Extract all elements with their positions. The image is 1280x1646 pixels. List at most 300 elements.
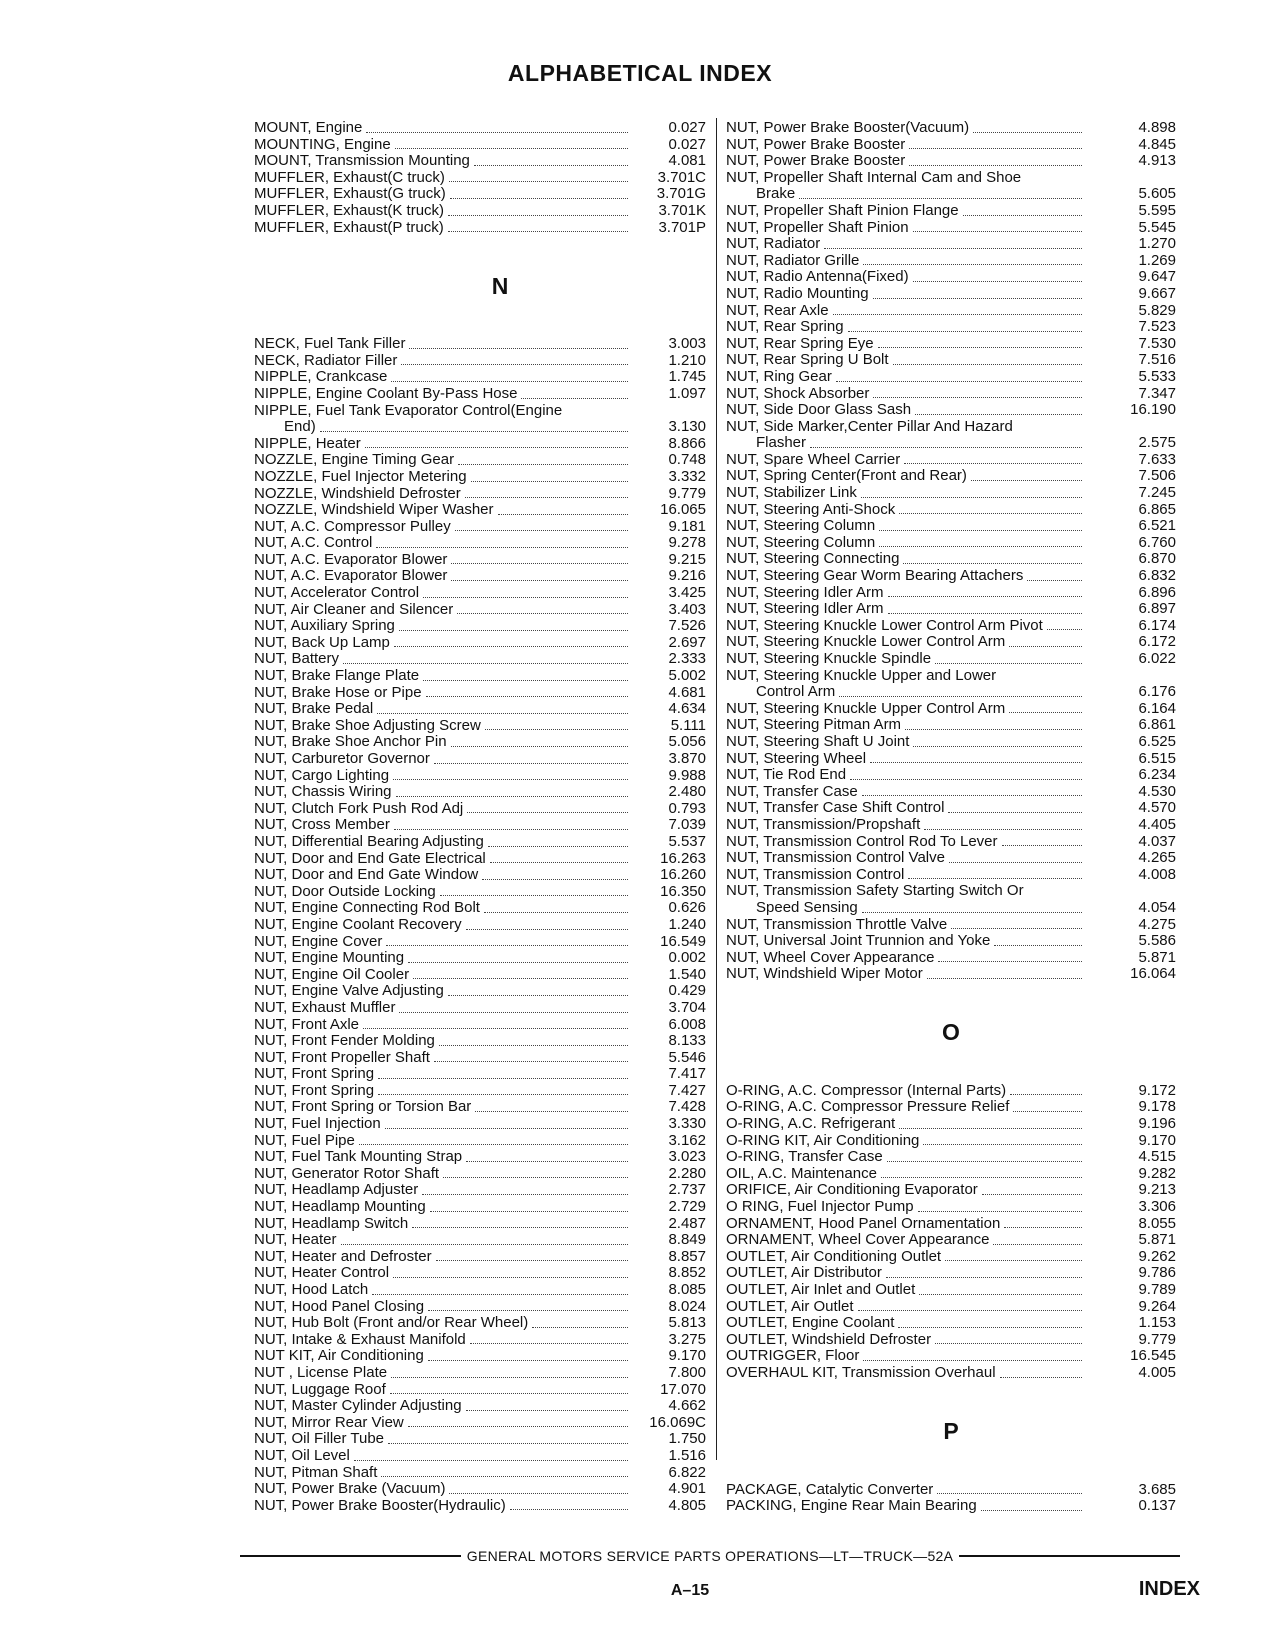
entry-name: NUT, Steering Knuckle Spindle xyxy=(726,650,932,667)
dot-leader xyxy=(359,1144,628,1145)
index-entry xyxy=(726,1216,1176,1233)
entry-name: OUTLET, Air Distributor xyxy=(726,1264,882,1282)
dot-leader xyxy=(909,165,1082,166)
entry-name: NUT, Door and End Gate Window xyxy=(254,866,479,884)
dot-leader xyxy=(451,563,628,564)
index-entry xyxy=(726,701,1176,718)
index-entry xyxy=(726,1166,1176,1183)
entry-page-ref: 6.022 xyxy=(1138,650,1176,667)
index-entry xyxy=(726,485,1176,502)
entry-page-ref: 3.403 xyxy=(668,600,706,618)
index-entry xyxy=(726,419,1176,436)
entry-name: NUT, Side Marker,Center Pillar And Hazard xyxy=(726,417,1013,435)
entry-name: NUT, Power Brake (Vacuum) xyxy=(254,1480,446,1498)
entry-name: OUTLET, Air Inlet and Outlet xyxy=(726,1281,916,1298)
index-entry xyxy=(726,203,1176,220)
entry-name: NUT, Mirror Rear View xyxy=(254,1413,404,1431)
entry-name: NUT, Tie Rod End xyxy=(726,766,847,784)
entry-name: NECK, Radiator Filler xyxy=(254,351,398,369)
entry-name: OUTLET, Air Outlet xyxy=(726,1297,854,1315)
entry-name: Speed Sensing xyxy=(756,898,858,916)
entry-page-ref: 8.085 xyxy=(668,1281,706,1298)
index-entry xyxy=(726,153,1176,170)
index-entry xyxy=(726,668,1176,685)
entry-name: NUT, Door Outside Locking xyxy=(254,882,436,900)
index-entry xyxy=(726,1265,1176,1282)
entry-name: NUT, Propeller Shaft Internal Cam and Shoe xyxy=(726,168,1022,186)
index-entry xyxy=(254,685,706,702)
index-entry xyxy=(254,120,706,137)
dot-leader xyxy=(994,945,1082,946)
entry-page-ref: 4.901 xyxy=(668,1480,706,1498)
index-entry xyxy=(726,568,1176,585)
footer-text: GENERAL MOTORS SERVICE PARTS OPERATIONS—LT—TRUCK—52A xyxy=(466,1548,954,1564)
dot-leader xyxy=(532,1327,628,1328)
dot-leader xyxy=(455,530,628,531)
dot-leader xyxy=(378,1094,628,1095)
dot-leader xyxy=(898,1327,1082,1328)
dot-leader xyxy=(412,1227,628,1228)
dot-leader xyxy=(887,1161,1082,1162)
entry-name: NUT, Engine Cover xyxy=(254,932,383,950)
index-entry xyxy=(254,1199,706,1216)
entry-page-ref: 9.170 xyxy=(1138,1131,1176,1149)
index-entry xyxy=(726,468,1176,485)
entry-name: NUT, Clutch Fork Push Rod Adj xyxy=(254,799,464,817)
dot-leader xyxy=(399,1012,628,1013)
entry-name: NUT, Transfer Case xyxy=(726,782,858,800)
index-entry xyxy=(254,1099,706,1116)
dot-leader xyxy=(1009,646,1082,647)
entry-name: NUT, Power Brake Booster(Hydraulic) xyxy=(254,1496,506,1514)
index-entry xyxy=(254,1033,706,1050)
entry-name: NUT, Transmission Safety Starting Switch Or xyxy=(726,882,1024,900)
entry-name: NUT, Rear Spring Eye xyxy=(726,334,874,352)
dot-leader xyxy=(1010,1094,1082,1095)
dot-leader xyxy=(430,1211,628,1212)
entry-page-ref: 1.153 xyxy=(1138,1314,1176,1332)
entry-page-ref: 8.024 xyxy=(668,1297,706,1315)
dot-leader xyxy=(1002,845,1083,846)
dot-leader xyxy=(488,846,628,847)
entry-name: NUT, Back Up Lamp xyxy=(254,633,390,651)
index-entry xyxy=(254,137,706,154)
index-entry xyxy=(254,734,706,751)
dot-leader xyxy=(915,414,1082,415)
entry-page-ref: 8.055 xyxy=(1138,1214,1176,1232)
index-entry xyxy=(254,851,706,868)
index-entry xyxy=(726,717,1176,734)
entry-page-ref: 3.701K xyxy=(658,201,706,219)
entry-page-ref: 6.897 xyxy=(1138,600,1176,618)
entry-name: NUT, Exhaust Muffler xyxy=(254,998,396,1016)
entry-name: NUT, Heater Control xyxy=(254,1264,390,1282)
dot-leader xyxy=(343,663,628,664)
index-entry xyxy=(726,1498,1176,1515)
section-letter-p: P xyxy=(943,1418,959,1445)
entry-name: O-RING, Transfer Case xyxy=(726,1148,883,1166)
entry-page-ref: 5.813 xyxy=(668,1314,706,1332)
dot-leader xyxy=(366,132,628,133)
dot-leader xyxy=(401,364,628,365)
entry-name: MOUNTING, Engine xyxy=(254,135,391,153)
index-entry xyxy=(254,535,706,552)
dot-leader xyxy=(471,481,628,482)
index-entry xyxy=(726,867,1176,884)
index-entry xyxy=(726,767,1176,784)
entry-name: NUT, Steering Idler Arm xyxy=(726,600,884,618)
dot-leader xyxy=(1013,1111,1082,1112)
entry-page-ref: 6.515 xyxy=(1138,749,1176,767)
dot-leader xyxy=(484,912,628,913)
index-entry xyxy=(254,768,706,785)
entry-page-ref: 4.898 xyxy=(1138,119,1176,136)
dot-leader xyxy=(451,580,628,581)
index-entry xyxy=(254,983,706,1000)
dot-leader xyxy=(833,314,1082,315)
entry-page-ref: 16.190 xyxy=(1130,401,1176,419)
dot-leader xyxy=(909,148,1082,149)
entry-name: NUT, Engine Coolant Recovery xyxy=(254,915,462,933)
entry-name: NUT, Transmission Throttle Valve xyxy=(726,915,948,933)
index-entry xyxy=(254,469,706,486)
entry-page-ref: 1.269 xyxy=(1138,251,1176,269)
entry-name: OVERHAUL KIT, Transmission Overhaul xyxy=(726,1363,996,1381)
dot-leader xyxy=(1027,580,1082,581)
entry-name: NECK, Fuel Tank Filler xyxy=(254,335,406,353)
entry-page-ref: 0.748 xyxy=(668,451,706,469)
index-entry xyxy=(254,1365,706,1382)
index-entry xyxy=(254,585,706,602)
dot-leader xyxy=(428,1310,628,1311)
index-entry xyxy=(726,1133,1176,1150)
index-entry xyxy=(254,1332,706,1349)
entry-name: NUT, Radio Antenna(Fixed) xyxy=(726,268,909,286)
entry-name: NUT, Ring Gear xyxy=(726,367,832,385)
index-entry xyxy=(726,1232,1176,1249)
entry-name: O-RING, A.C. Compressor Pressure Relief xyxy=(726,1098,1010,1116)
entry-page-ref: 7.427 xyxy=(668,1081,706,1099)
left-entries-group-1 xyxy=(254,120,706,236)
index-entry xyxy=(254,602,706,619)
index-entry xyxy=(254,1017,706,1034)
entry-page-ref: 5.605 xyxy=(1138,185,1176,203)
dot-leader xyxy=(924,829,1082,830)
entry-name: NIPPLE, Heater xyxy=(254,434,361,452)
entry-name: NUT, Steering Column xyxy=(726,533,876,551)
dot-leader xyxy=(879,530,1082,531)
entry-page-ref: 4.405 xyxy=(1138,815,1176,833)
dot-leader xyxy=(474,165,628,166)
entry-page-ref: 6.176 xyxy=(1138,683,1176,701)
entry-page-ref: 5.871 xyxy=(1138,1231,1176,1249)
index-entry xyxy=(726,1099,1176,1116)
entry-page-ref: 4.845 xyxy=(1138,135,1176,153)
entry-page-ref: 4.681 xyxy=(668,683,706,701)
index-entry xyxy=(254,1000,706,1017)
entry-name: OUTLET, Air Conditioning Outlet xyxy=(726,1247,942,1265)
right-column xyxy=(726,120,1176,1515)
dot-leader xyxy=(388,1443,628,1444)
entry-page-ref: 7.428 xyxy=(668,1098,706,1116)
entry-name: NUT, Spring Center(Front and Rear) xyxy=(726,467,967,485)
entry-page-ref: 5.533 xyxy=(1138,367,1176,385)
entry-page-ref: 7.039 xyxy=(668,816,706,834)
index-entry xyxy=(254,801,706,818)
entry-name: NUT, Headlamp Mounting xyxy=(254,1198,426,1216)
index-entry xyxy=(726,850,1176,867)
index-entry xyxy=(726,120,1176,137)
entry-page-ref: 5.546 xyxy=(668,1048,706,1066)
dot-leader xyxy=(390,1393,628,1394)
entry-name: OUTLET, Engine Coolant xyxy=(726,1314,895,1332)
dot-leader xyxy=(879,546,1082,547)
footer xyxy=(240,1548,1180,1564)
entry-name: NUT, Transfer Case Shift Control xyxy=(726,799,945,817)
index-entry xyxy=(726,1083,1176,1100)
entry-name: MOUNT, Transmission Mounting xyxy=(254,152,470,170)
entry-page-ref: 3.425 xyxy=(668,584,706,602)
index-entry xyxy=(726,1348,1176,1365)
index-entry xyxy=(254,1083,706,1100)
entry-page-ref: 16.065 xyxy=(660,501,706,519)
index-entry xyxy=(726,518,1176,535)
entry-name: O RING, Fuel Injector Pump xyxy=(726,1198,914,1216)
entry-name: NUT, Spare Wheel Carrier xyxy=(726,450,901,468)
entry-page-ref: 3.701P xyxy=(658,218,706,236)
entry-page-ref: 16.263 xyxy=(660,849,706,867)
index-entry xyxy=(726,1149,1176,1166)
column-divider xyxy=(716,118,717,1460)
dot-leader xyxy=(971,480,1082,481)
entry-page-ref: 4.054 xyxy=(1138,898,1176,916)
dot-leader xyxy=(466,1410,628,1411)
entry-name: NUT, Stabilizer Link xyxy=(726,484,857,502)
index-entry xyxy=(726,784,1176,801)
index-entry xyxy=(254,353,706,370)
dot-leader xyxy=(945,1260,1082,1261)
entry-name: NUT, Differential Bearing Adjusting xyxy=(254,832,484,850)
entry-page-ref: 2.280 xyxy=(668,1164,706,1182)
entry-page-ref: 6.870 xyxy=(1138,550,1176,568)
dot-leader xyxy=(839,696,1082,697)
index-entry xyxy=(254,1182,706,1199)
entry-page-ref: 5.056 xyxy=(668,733,706,751)
dot-leader xyxy=(422,1194,628,1195)
entry-page-ref: 6.525 xyxy=(1138,732,1176,750)
dot-leader xyxy=(899,513,1082,514)
entry-page-ref: 9.278 xyxy=(668,534,706,552)
index-entry xyxy=(254,950,706,967)
index-entry xyxy=(254,1415,706,1432)
dot-leader xyxy=(850,779,1082,780)
entry-page-ref: 3.701C xyxy=(657,168,706,186)
entry-name: NUT, Power Brake Booster xyxy=(726,135,906,153)
entry-name: NUT, Engine Valve Adjusting xyxy=(254,982,444,1000)
index-entry xyxy=(726,352,1176,369)
entry-page-ref: 6.832 xyxy=(1138,567,1176,585)
footer-rule-right xyxy=(959,1555,1180,1557)
entry-page-ref: 9.264 xyxy=(1138,1297,1176,1315)
entry-page-ref: 2.487 xyxy=(668,1214,706,1232)
entry-page-ref: 2.575 xyxy=(1138,434,1176,452)
index-entry xyxy=(254,1265,706,1282)
entry-page-ref: 7.526 xyxy=(668,617,706,635)
entry-name: NUT, Steering Knuckle Upper and Lower xyxy=(726,666,997,684)
dot-leader xyxy=(378,1078,628,1079)
entry-name: NUT, Power Brake Booster xyxy=(726,152,906,170)
entry-page-ref: 3.023 xyxy=(668,1148,706,1166)
index-entry xyxy=(726,286,1176,303)
index-entry xyxy=(254,1299,706,1316)
entry-name: NUT, Engine Oil Cooler xyxy=(254,965,410,983)
index-entry xyxy=(726,551,1176,568)
entry-page-ref: 1.516 xyxy=(668,1446,706,1464)
dot-leader xyxy=(408,1426,628,1427)
dot-leader xyxy=(354,1460,628,1461)
entry-name: NUT, Steering Wheel xyxy=(726,749,867,767)
entry-page-ref: 5.537 xyxy=(668,832,706,850)
page-number: A–15 xyxy=(670,1582,710,1599)
index-entry xyxy=(254,1050,706,1067)
index-entry xyxy=(726,1332,1176,1349)
entry-page-ref: 1.540 xyxy=(668,965,706,983)
index-entry xyxy=(254,635,706,652)
entry-name: NUT, Auxiliary Spring xyxy=(254,617,395,635)
entry-name: NUT, Steering Knuckle Upper Control Arm xyxy=(726,699,1006,717)
dot-leader xyxy=(470,1343,628,1344)
entry-name: NUT, A.C. Evaporator Blower xyxy=(254,567,448,585)
entry-name: NUT, Fuel Tank Mounting Strap xyxy=(254,1148,463,1166)
dot-leader xyxy=(467,812,628,813)
index-entry xyxy=(254,568,706,585)
entry-name: OUTLET, Windshield Defroster xyxy=(726,1330,932,1348)
index-entry xyxy=(254,751,706,768)
dot-leader xyxy=(391,1377,628,1378)
index-entry xyxy=(726,1365,1176,1382)
entry-page-ref: 4.081 xyxy=(668,152,706,170)
entry-name: NUT, Cargo Lighting xyxy=(254,766,390,784)
entry-name: NUT, Front Propeller Shaft xyxy=(254,1048,430,1066)
entry-page-ref: 9.215 xyxy=(668,550,706,568)
entry-name: NUT, Front Spring or Torsion Bar xyxy=(254,1098,472,1116)
entry-page-ref: 6.896 xyxy=(1138,583,1176,601)
dot-leader xyxy=(927,978,1082,979)
entry-name: NUT, Heater xyxy=(254,1231,337,1249)
entry-page-ref: 16.549 xyxy=(660,932,706,950)
index-entry xyxy=(726,601,1176,618)
entry-page-ref: 3.332 xyxy=(668,467,706,485)
dot-leader xyxy=(372,1294,628,1295)
entry-page-ref: 4.008 xyxy=(1138,865,1176,883)
dot-leader xyxy=(458,464,628,465)
entry-name: NUT, Transmission/Propshaft xyxy=(726,815,921,833)
index-entry xyxy=(254,834,706,851)
page-title: ALPHABETICAL INDEX xyxy=(507,60,773,86)
entry-name: Brake xyxy=(756,185,796,203)
entry-page-ref: 9.786 xyxy=(1138,1264,1176,1282)
index-entry xyxy=(726,1282,1176,1299)
entry-name: NUT, Headlamp Adjuster xyxy=(254,1181,419,1199)
left-entries-group-2 xyxy=(254,336,706,1514)
entry-name: NUT, Shock Absorber xyxy=(726,384,870,402)
index-entry xyxy=(726,917,1176,934)
entry-page-ref: 4.005 xyxy=(1138,1363,1176,1381)
index-entry xyxy=(254,203,706,220)
dot-leader xyxy=(448,995,628,996)
index-entry xyxy=(254,884,706,901)
entry-page-ref: 5.829 xyxy=(1138,301,1176,319)
entry-page-ref: 0.027 xyxy=(668,135,706,153)
dot-leader xyxy=(465,497,628,498)
entry-page-ref: 3.685 xyxy=(1138,1480,1176,1498)
entry-name: NIPPLE, Fuel Tank Evaporator Control(Engine xyxy=(254,401,563,419)
entry-page-ref: 1.210 xyxy=(668,351,706,369)
dot-leader xyxy=(448,215,628,216)
entry-name: NUT, Hood Latch xyxy=(254,1281,369,1298)
entry-name: End) xyxy=(284,418,316,436)
entry-page-ref: 0.626 xyxy=(668,899,706,917)
index-entry xyxy=(254,403,706,420)
entry-page-ref: 5.595 xyxy=(1138,201,1176,219)
dot-leader xyxy=(377,713,628,714)
dot-leader xyxy=(973,132,1082,133)
entry-name: ORNAMENT, Hood Panel Ornamentation xyxy=(726,1214,1001,1232)
index-entry xyxy=(726,1315,1176,1332)
entry-name: NUT, Hood Panel Closing xyxy=(254,1297,425,1315)
index-entry xyxy=(254,1232,706,1249)
index-entry xyxy=(726,684,1176,701)
entry-name: OUTRIGGER, Floor xyxy=(726,1347,860,1365)
entry-name: NUT, Air Cleaner and Silencer xyxy=(254,600,454,618)
entry-name: NUT, Steering Anti-Shock xyxy=(726,500,896,518)
entry-name: NUT KIT, Air Conditioning xyxy=(254,1347,424,1365)
index-entry xyxy=(254,1066,706,1083)
entry-page-ref: 8.849 xyxy=(668,1231,706,1249)
entry-name: NUT, Carburetor Governor xyxy=(254,750,430,767)
entry-name: NOZZLE, Windshield Defroster xyxy=(254,484,461,502)
index-entry xyxy=(726,269,1176,286)
entry-page-ref: 4.515 xyxy=(1138,1148,1176,1166)
index-entry xyxy=(254,1448,706,1465)
entry-name: NUT, Luggage Roof xyxy=(254,1380,386,1398)
entry-name: NUT, Front Spring xyxy=(254,1081,375,1099)
entry-page-ref: 3.306 xyxy=(1138,1198,1176,1216)
index-entry xyxy=(726,800,1176,817)
index-entry xyxy=(254,917,706,934)
entry-name: NUT, Universal Joint Trunnion and Yoke xyxy=(726,932,991,950)
dot-leader xyxy=(381,1476,628,1477)
index-entry xyxy=(726,535,1176,552)
index-entry xyxy=(254,1216,706,1233)
entry-name: Flasher xyxy=(756,434,807,452)
entry-name: NUT, Heater and Defroster xyxy=(254,1247,432,1265)
entry-name: ORNAMENT, Wheel Cover Appearance xyxy=(726,1231,990,1249)
entry-name: NIPPLE, Engine Coolant By-Pass Hose xyxy=(254,384,518,402)
index-entry xyxy=(254,817,706,834)
dot-leader xyxy=(428,1360,628,1361)
section-label: INDEX xyxy=(1138,1578,1200,1600)
dot-leader xyxy=(935,1343,1082,1344)
dot-leader xyxy=(948,812,1082,813)
dot-leader xyxy=(862,912,1082,913)
dot-leader xyxy=(1009,712,1082,713)
entry-name: NUT, Front Fender Molding xyxy=(254,1032,435,1050)
dot-leader xyxy=(448,231,628,232)
entry-name: NUT, A.C. Control xyxy=(254,534,373,552)
entry-page-ref: 6.234 xyxy=(1138,766,1176,784)
entry-name: OIL, A.C. Maintenance xyxy=(726,1164,877,1182)
